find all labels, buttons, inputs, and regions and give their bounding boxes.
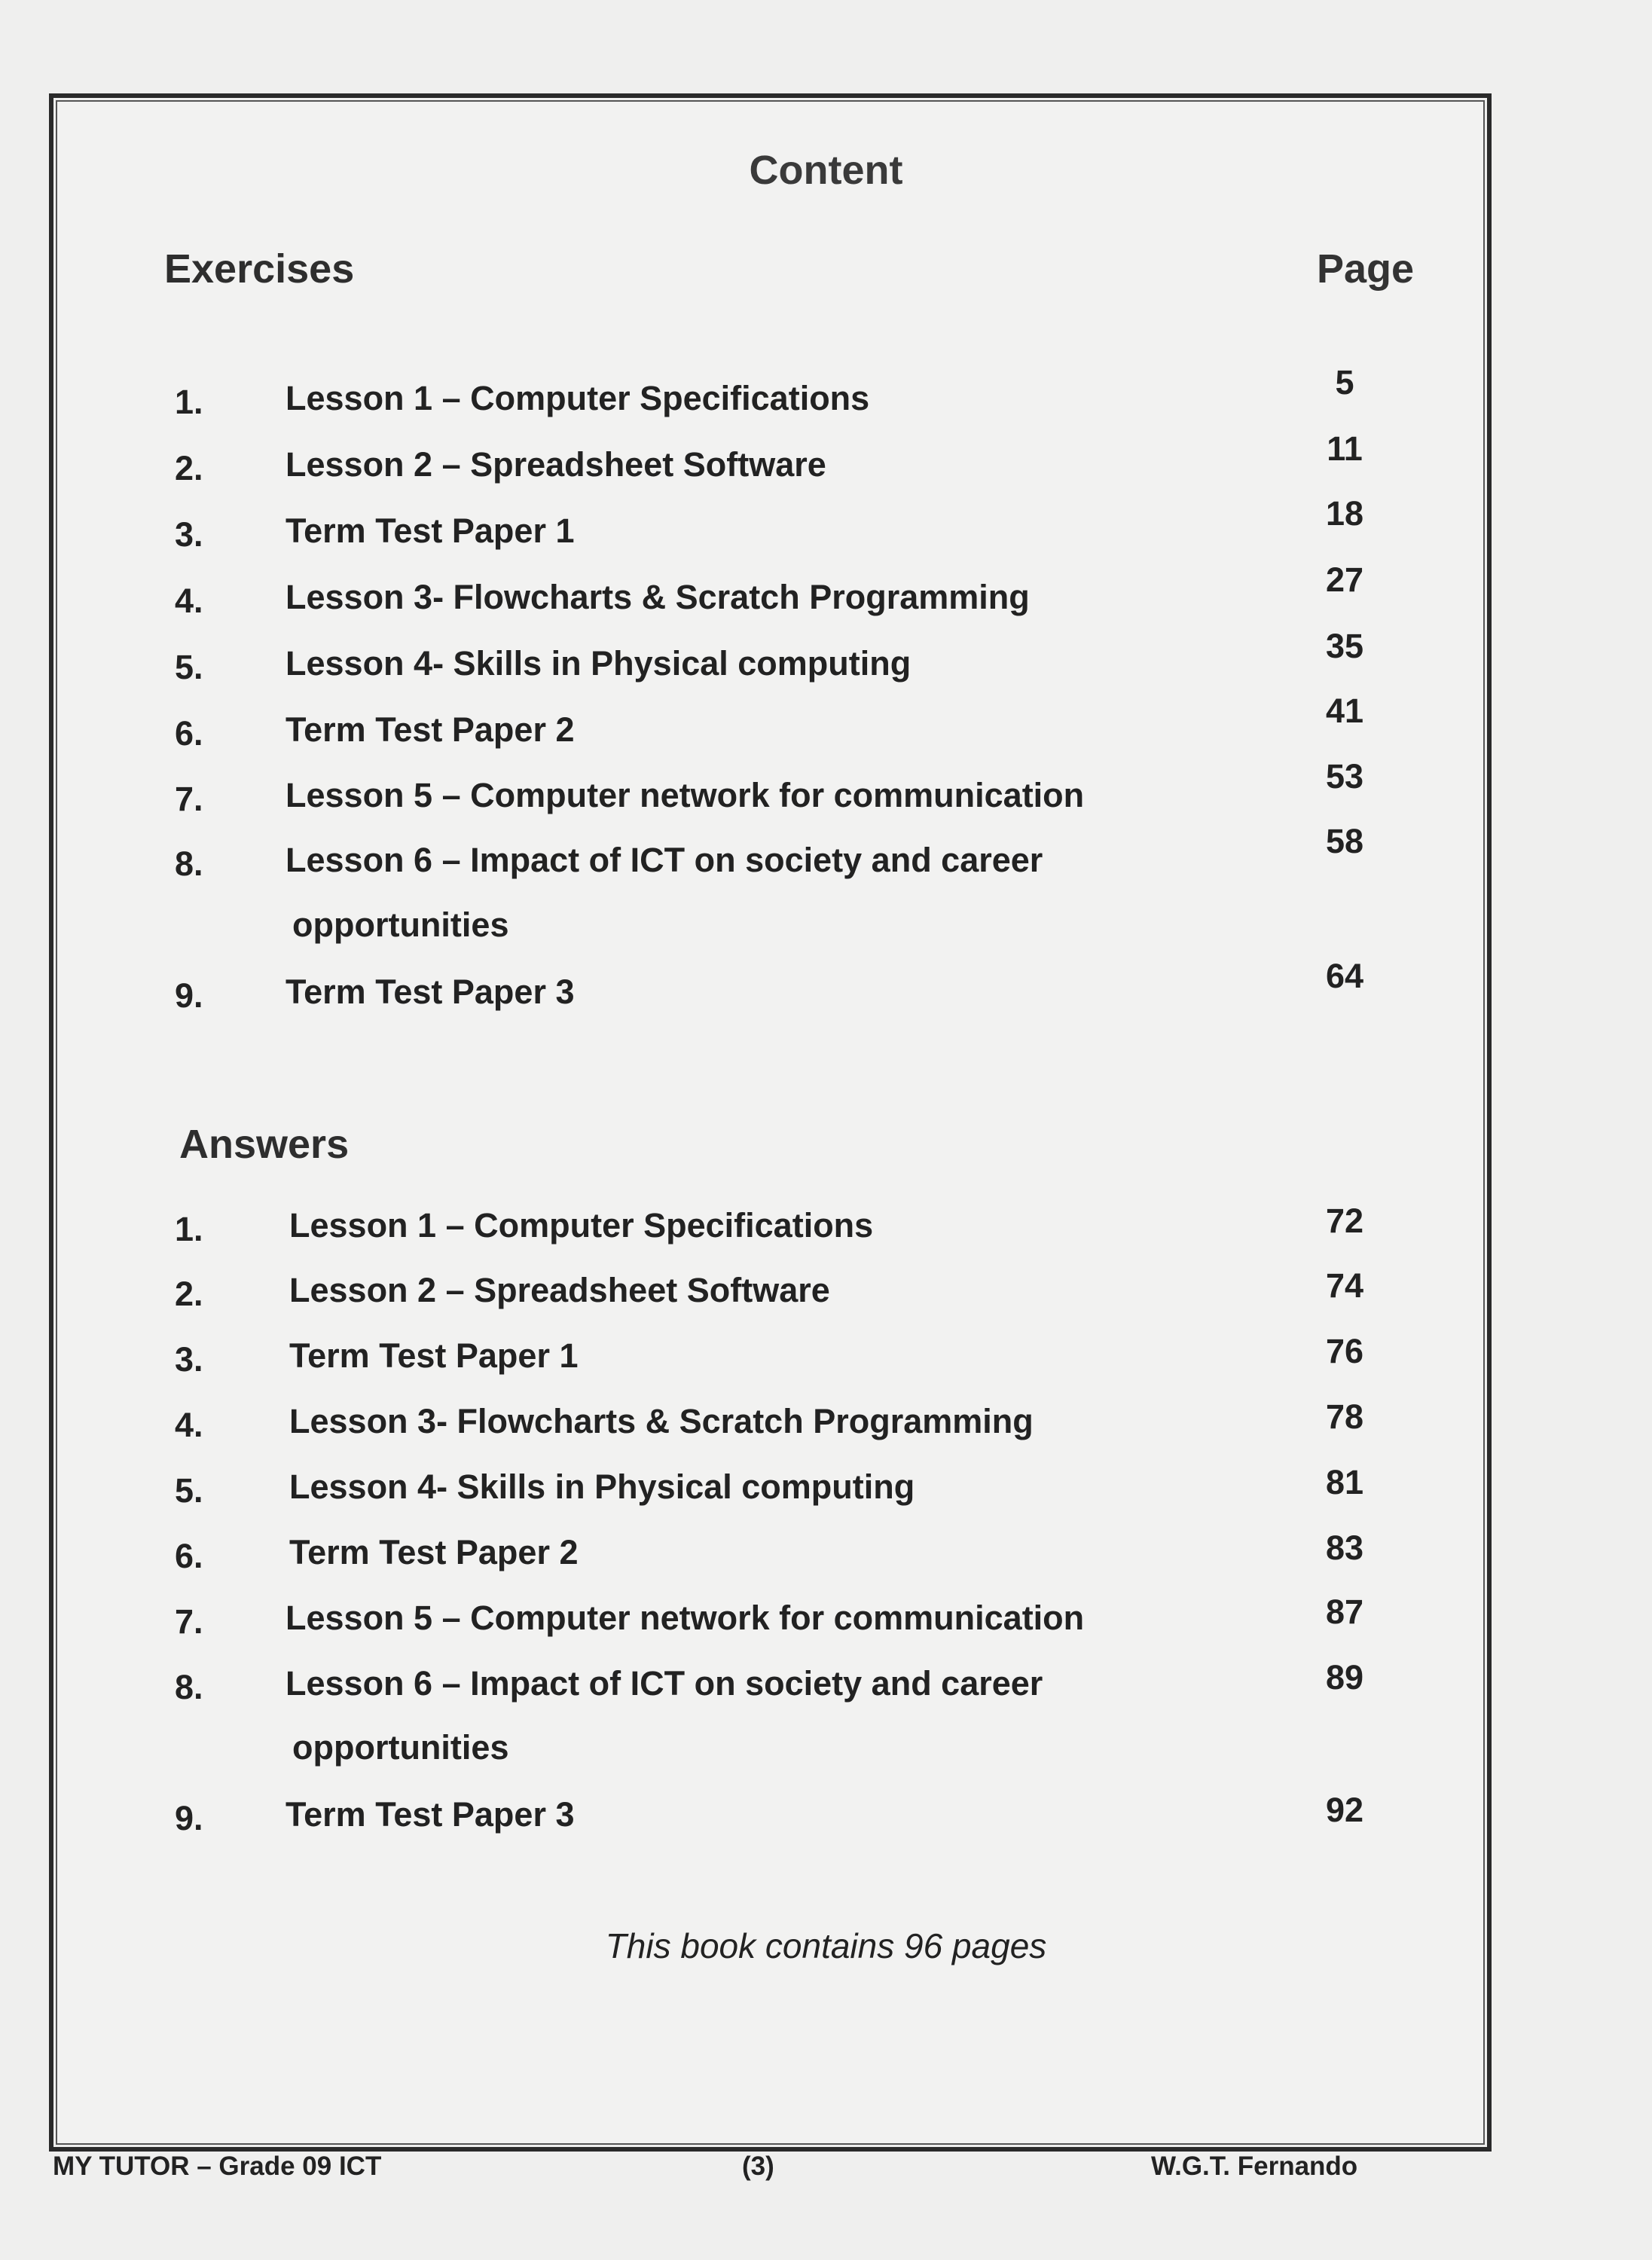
toc-page: 53 xyxy=(1325,757,1364,796)
toc-page: 27 xyxy=(1325,560,1364,599)
toc-title: Term Test Paper 1 xyxy=(289,1336,579,1375)
toc-title: Term Test Paper 2 xyxy=(286,710,575,749)
toc-page: 78 xyxy=(1325,1397,1364,1436)
toc-number: 9. xyxy=(175,1799,203,1837)
toc-title: Lesson 5 – Computer network for communication xyxy=(286,776,1085,814)
toc-page: 18 xyxy=(1325,494,1364,533)
toc-title: Term Test Paper 1 xyxy=(286,512,575,550)
exercises-heading: Exercises xyxy=(164,246,355,292)
toc-title-continuation: opportunities xyxy=(292,1728,509,1767)
toc-page: 72 xyxy=(1325,1202,1364,1240)
toc-number: 6. xyxy=(175,1537,203,1575)
toc-page: 87 xyxy=(1325,1593,1364,1631)
toc-number: 3. xyxy=(175,515,203,554)
toc-number: 3. xyxy=(175,1340,203,1379)
toc-page: 89 xyxy=(1325,1658,1364,1697)
toc-page: 58 xyxy=(1325,822,1364,860)
toc-title: Lesson 4- Skills in Physical computing xyxy=(289,1467,915,1506)
toc-title: Lesson 6 – Impact of ICT on society and career xyxy=(286,841,1043,879)
toc-number: 5. xyxy=(175,1471,203,1510)
toc-title: Lesson 1 – Computer Specifications xyxy=(286,379,870,417)
toc-title-continuation: opportunities xyxy=(292,906,509,944)
toc-number: 1. xyxy=(175,383,203,421)
toc-title: Lesson 4- Skills in Physical computing xyxy=(286,644,912,683)
toc-page: 92 xyxy=(1325,1791,1364,1829)
page-count-note: This book contains 96 pages xyxy=(605,1926,1047,1965)
toc-number: 7. xyxy=(175,780,203,818)
toc-title: Term Test Paper 2 xyxy=(289,1533,579,1571)
toc-title: Lesson 3- Flowcharts & Scratch Programming xyxy=(286,578,1030,616)
toc-number: 5. xyxy=(175,648,203,686)
toc-title: Lesson 5 – Computer network for communication xyxy=(286,1599,1085,1637)
footer-book-title: MY TUTOR – Grade 09 ICT xyxy=(53,2152,382,2181)
toc-title: Lesson 6 – Impact of ICT on society and career xyxy=(286,1664,1043,1703)
toc-title: Term Test Paper 3 xyxy=(286,973,575,1011)
page-title: Content xyxy=(749,148,903,193)
toc-page: 81 xyxy=(1325,1463,1364,1501)
toc-page: 83 xyxy=(1325,1529,1364,1567)
toc-number: 8. xyxy=(175,844,203,883)
footer-author: W.G.T. Fernando xyxy=(1151,2152,1358,2181)
toc-number: 7. xyxy=(175,1602,203,1641)
toc-page: 35 xyxy=(1325,627,1364,665)
toc-page: 74 xyxy=(1325,1266,1364,1305)
toc-number: 1. xyxy=(175,1210,203,1248)
toc-title: Lesson 3- Flowcharts & Scratch Programming xyxy=(289,1402,1034,1440)
toc-page: 64 xyxy=(1325,957,1364,995)
toc-title: Term Test Paper 3 xyxy=(286,1795,575,1834)
toc-title: Lesson 2 – Spreadsheet Software xyxy=(286,445,826,484)
toc-number: 4. xyxy=(175,1406,203,1444)
toc-number: 6. xyxy=(175,714,203,753)
toc-page: 41 xyxy=(1325,692,1364,730)
page-column-heading: Page xyxy=(1317,246,1415,292)
toc-number: 4. xyxy=(175,582,203,620)
footer-page-number: (3) xyxy=(742,2152,774,2181)
toc-number: 2. xyxy=(175,1275,203,1313)
toc-title: Lesson 2 – Spreadsheet Software xyxy=(289,1271,830,1309)
toc-number: 8. xyxy=(175,1668,203,1706)
toc-number: 9. xyxy=(175,976,203,1015)
toc-title: Lesson 1 – Computer Specifications xyxy=(289,1206,874,1245)
answers-heading: Answers xyxy=(179,1122,350,1167)
toc-page: 5 xyxy=(1335,363,1354,402)
toc-page: 11 xyxy=(1327,429,1363,468)
toc-number: 2. xyxy=(175,449,203,487)
toc-page: 76 xyxy=(1325,1332,1364,1370)
